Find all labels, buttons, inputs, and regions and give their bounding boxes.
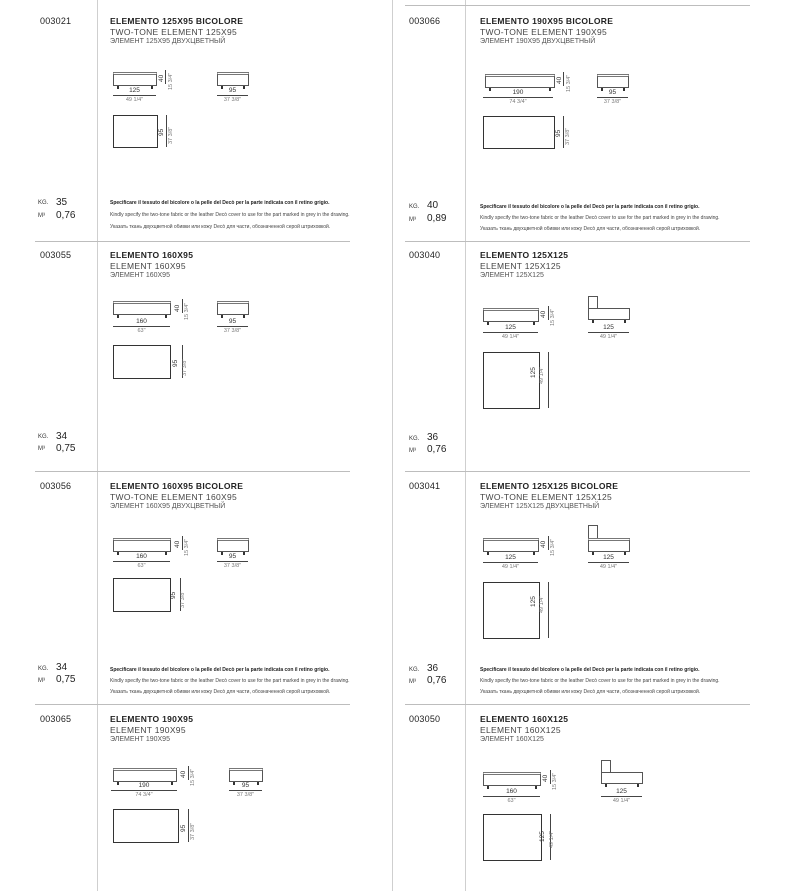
weight-value: 36 <box>427 663 439 674</box>
product-code: 003065 <box>40 714 72 724</box>
depth-dimension-line <box>217 326 248 327</box>
width-inches: 63" <box>137 563 146 569</box>
height-inches: 15 3/4" <box>184 538 190 556</box>
height-dimension-line <box>550 770 551 784</box>
height-cm: 40 <box>174 540 181 548</box>
depth-dimension-line <box>217 561 248 562</box>
volume-value: 0,76 <box>427 675 447 686</box>
title-russian: ЭЛЕМЕНТ 160Х125 <box>480 736 544 743</box>
row-divider-3-left <box>35 704 350 705</box>
title-italian: ELEMENTO 125X125 <box>480 250 569 260</box>
title-english: TWO-TONE ELEMENT 190X95 <box>480 27 608 37</box>
width-cm: 125 <box>505 324 516 331</box>
plan-view-drawing <box>113 115 158 148</box>
side-view-drawing <box>217 72 249 86</box>
width-dimension-line <box>113 95 156 96</box>
row-divider-2-right <box>405 471 750 472</box>
width-dimension-line <box>483 332 538 333</box>
row-divider-1-right <box>405 241 750 242</box>
height-cm: 40 <box>542 774 549 782</box>
width-cm: 160 <box>506 788 517 795</box>
title-russian: ЭЛЕМЕНТ 160Х95 ДВУХЦВЕТНЫЙ <box>110 503 226 510</box>
depth-cm: 95 <box>608 89 617 96</box>
product-block-003050 <box>405 710 785 891</box>
title-english: ELEMENT 160X95 <box>110 261 186 271</box>
width-cm: 190 <box>512 89 524 96</box>
note-italian: Specificare il tessuto del bicolore o la pelle del Decò per la parte indicata con il retino grigio. <box>480 204 700 210</box>
row-divider-2-left <box>35 471 350 472</box>
plan-depth-cm: 95 <box>180 824 187 832</box>
weight-label: KG. <box>409 667 420 673</box>
title-italian: ELEMENTO 190X95 <box>110 714 194 724</box>
weight-label: KG. <box>409 204 420 210</box>
title-russian: ЭЛЕМЕНТ 160Х95 <box>110 272 170 279</box>
depth-cm: 125 <box>603 324 614 331</box>
title-italian: ELEMENTO 190X95 BICOLORE <box>480 16 614 26</box>
product-block-003040 <box>405 246 785 470</box>
height-inches: 15 3/4" <box>190 768 196 786</box>
title-russian: ЭЛЕМЕНТ 125Х95 ДВУХЦВЕТНЫЙ <box>110 38 226 45</box>
width-inches: 49 1/4" <box>501 564 520 570</box>
depth-inches: 37 3/8" <box>223 328 242 334</box>
plan-view-drawing <box>483 116 555 149</box>
weight-value: 40 <box>427 200 439 211</box>
plan-depth-inches: 49 1/4" <box>549 830 555 848</box>
plan-depth-line <box>166 115 167 147</box>
depth-cm: 95 <box>228 553 237 560</box>
front-view-drawing <box>483 538 539 552</box>
plan-depth-inches: 49 1/4" <box>539 366 545 384</box>
column-divider-middle <box>392 0 393 891</box>
weight-value: 34 <box>56 662 68 673</box>
note-italian: Specificare il tessuto del bicolore o la pelle del Decò per la parte indicata con il retino grigio. <box>110 667 330 673</box>
depth-cm: 95 <box>228 87 237 94</box>
height-cm: 40 <box>174 304 181 312</box>
volume-value: 0,89 <box>427 213 447 224</box>
plan-depth-line <box>548 582 549 638</box>
width-dimension-line <box>483 97 553 98</box>
side-view-drawing <box>588 538 630 552</box>
note-russian: Указать ткань двухцветной обивки или кожу Decò для части, обозначенной серой штриховкой. <box>480 226 701 232</box>
width-dimension-line <box>483 796 540 797</box>
height-dimension-line <box>182 299 183 313</box>
front-view-drawing <box>483 772 541 786</box>
height-cm: 40 <box>540 540 547 548</box>
plan-depth-cm: 95 <box>172 359 179 367</box>
plan-depth-inches: 37 3/8" <box>168 126 174 144</box>
width-inches: 49 1/4" <box>125 97 144 103</box>
note-italian: Specificare il tessuto del bicolore o la pelle del Decò per la parte indicata con il retino grigio. <box>480 667 700 673</box>
note-italian: Specificare il tessuto del bicolore o la pelle del Decò per la parte indicata con il retino grigio. <box>110 200 330 206</box>
side-view-drawing <box>217 301 249 315</box>
note-russian: Указать ткань двухцветной обивки или кожу Decò для части, обозначенной серой штриховкой. <box>110 689 331 695</box>
plan-view-drawing <box>483 814 542 861</box>
plan-depth-cm: 125 <box>530 367 537 378</box>
height-dimension-line <box>563 72 564 86</box>
note-english: Kindly specify the two-tone fabric or the leather Decò cover to use for the part marked in grey in the drawing. <box>480 678 720 684</box>
volume-label: M³ <box>38 213 45 219</box>
depth-inches: 37 3/8" <box>223 97 242 103</box>
note-russian: Указать ткань двухцветной обивки или кожу Decò для части, обозначенной серой штриховкой. <box>110 224 331 230</box>
title-english: ELEMENT 190X95 <box>110 725 186 735</box>
title-english: ELEMENT 160X125 <box>480 725 561 735</box>
weight-label: KG. <box>409 436 420 442</box>
width-cm: 125 <box>505 554 516 561</box>
volume-value: 0,75 <box>56 443 76 454</box>
width-cm: 125 <box>129 87 140 94</box>
plan-view-drawing <box>113 578 171 612</box>
product-block-003065 <box>0 710 392 891</box>
depth-inches: 37 3/8" <box>236 792 255 798</box>
plan-depth-line <box>188 809 189 842</box>
note-english: Kindly specify the two-tone fabric or the leather Decò cover to use for the part marked in grey in the drawing. <box>480 215 720 221</box>
title-russian: ЭЛЕМЕНТ 190Х95 ДВУХЦВЕТНЫЙ <box>480 38 596 45</box>
product-code: 003041 <box>409 481 441 491</box>
volume-value: 0,76 <box>56 210 76 221</box>
width-cm: 160 <box>136 318 147 325</box>
title-italian: ELEMENTO 160X125 <box>480 714 569 724</box>
product-block-003056 <box>0 477 392 703</box>
plan-depth-inches: 37 3/8" <box>180 590 186 608</box>
depth-inches: 49 1/4" <box>599 334 618 340</box>
depth-dimension-line <box>597 97 628 98</box>
plan-view-drawing <box>113 809 179 843</box>
height-cm: 40 <box>180 770 187 778</box>
height-dimension-line <box>182 536 183 550</box>
height-inches: 15 3/4" <box>566 74 572 92</box>
front-view-drawing <box>113 538 171 552</box>
plan-depth-cm: 95 <box>158 128 165 136</box>
height-inches: 15 3/4" <box>168 72 174 90</box>
depth-dimension-line <box>588 332 629 333</box>
title-english: ELEMENT 125X125 <box>480 261 561 271</box>
width-inches: 49 1/4" <box>501 334 520 340</box>
plan-depth-inches: 37 3/8" <box>190 822 196 840</box>
volume-label: M³ <box>409 217 416 223</box>
weight-label: KG. <box>38 434 49 440</box>
side-view-drawing <box>229 768 263 782</box>
title-english: TWO-TONE ELEMENT 160X95 <box>110 492 238 502</box>
depth-inches: 49 1/4" <box>599 564 618 570</box>
front-view-drawing <box>113 72 157 86</box>
weight-value: 36 <box>427 432 439 443</box>
depth-cm: 125 <box>603 554 614 561</box>
height-cm: 40 <box>158 74 165 82</box>
product-code: 003066 <box>409 16 441 26</box>
height-inches: 15 3/4" <box>552 772 558 790</box>
depth-inches: 37 3/8" <box>603 99 622 105</box>
title-russian: ЭЛЕМЕНТ 125Х125 ДВУХЦВЕТНЫЙ <box>480 503 600 510</box>
volume-value: 0,75 <box>56 674 76 685</box>
height-dimension-line <box>188 766 189 780</box>
depth-cm: 95 <box>241 782 250 789</box>
volume-label: M³ <box>38 678 45 684</box>
product-code: 003040 <box>409 250 441 260</box>
depth-dimension-line <box>229 790 262 791</box>
weight-value: 35 <box>56 197 68 208</box>
plan-view-drawing <box>113 345 171 379</box>
weight-label: KG. <box>38 666 49 672</box>
width-dimension-line <box>113 326 170 327</box>
title-russian: ЭЛЕМЕНТ 125Х125 <box>480 272 544 279</box>
top-rule-right <box>405 5 750 6</box>
width-cm: 190 <box>138 782 150 789</box>
height-dimension-line <box>548 306 549 320</box>
product-code: 003050 <box>409 714 441 724</box>
plan-view-drawing <box>483 582 540 639</box>
depth-inches: 37 3/8" <box>223 563 242 569</box>
title-italian: ELEMENTO 160X95 <box>110 250 194 260</box>
plan-depth-inches: 37 3/8" <box>182 358 188 376</box>
title-english: TWO-TONE ELEMENT 125X125 <box>480 492 613 502</box>
width-cm: 160 <box>136 553 147 560</box>
front-view-drawing <box>483 308 539 322</box>
note-english: Kindly specify the two-tone fabric or the leather Decò cover to use for the part marked in grey in the drawing. <box>110 212 350 218</box>
plan-depth-inches: 37 3/8" <box>565 127 571 145</box>
height-cm: 40 <box>556 76 563 84</box>
product-code: 003056 <box>40 481 72 491</box>
volume-label: M³ <box>409 448 416 454</box>
note-russian: Указать ткань двухцветной обивки или кожу Decò для части, обозначенной серой штриховкой. <box>480 689 701 695</box>
volume-label: M³ <box>409 679 416 685</box>
title-italian: ELEMENTO 160X95 BICOLORE <box>110 481 244 491</box>
side-view-drawing <box>601 772 643 784</box>
row-divider-3-right <box>405 704 750 705</box>
depth-dimension-line <box>217 95 248 96</box>
plan-view-drawing <box>483 352 540 409</box>
plan-depth-cm: 95 <box>555 129 562 137</box>
volume-value: 0,76 <box>427 444 447 455</box>
plan-depth-cm: 125 <box>539 831 546 842</box>
title-italian: ELEMENTO 125X95 BICOLORE <box>110 16 244 26</box>
product-code: 003055 <box>40 250 72 260</box>
title-russian: ЭЛЕМЕНТ 190Х95 <box>110 736 170 743</box>
width-inches: 63" <box>137 328 146 334</box>
width-dimension-line <box>113 561 170 562</box>
plan-depth-inches: 49 1/4" <box>539 595 545 613</box>
product-block-003066 <box>405 12 785 240</box>
front-view-drawing <box>113 768 177 782</box>
weight-label: KG. <box>38 200 49 206</box>
title-italian: ELEMENTO 125X125 BICOLORE <box>480 481 619 491</box>
height-dimension-line <box>548 536 549 550</box>
depth-dimension-line <box>601 796 642 797</box>
height-inches: 15 3/4" <box>550 308 556 326</box>
product-block-003041 <box>405 477 785 703</box>
side-view-drawing <box>217 538 249 552</box>
plan-depth-line <box>563 116 564 148</box>
row-divider-1-left <box>35 241 350 242</box>
side-view-drawing <box>597 74 629 88</box>
width-inches: 63" <box>507 798 516 804</box>
front-view-drawing <box>113 301 171 315</box>
width-dimension-line <box>111 790 177 791</box>
note-english: Kindly specify the two-tone fabric or the leather Decò cover to use for the part marked in grey in the drawing. <box>110 678 350 684</box>
volume-label: M³ <box>38 446 45 452</box>
front-view-drawing <box>485 74 555 88</box>
depth-cm: 95 <box>228 318 237 325</box>
height-dimension-line <box>165 70 166 84</box>
width-inches: 74 3/4" <box>509 99 527 105</box>
depth-inches: 49 1/4" <box>612 798 631 804</box>
product-code: 003021 <box>40 16 72 26</box>
height-cm: 40 <box>540 310 547 318</box>
product-block-003055 <box>0 246 392 470</box>
plan-depth-line <box>548 352 549 408</box>
product-block-003021 <box>0 12 392 240</box>
weight-value: 34 <box>56 431 68 442</box>
width-inches: 74 3/4" <box>135 792 153 798</box>
width-dimension-line <box>483 562 538 563</box>
height-inches: 15 3/4" <box>184 302 190 320</box>
depth-dimension-line <box>588 562 629 563</box>
plan-depth-cm: 95 <box>170 591 177 599</box>
title-english: TWO-TONE ELEMENT 125X95 <box>110 27 238 37</box>
depth-cm: 125 <box>616 788 627 795</box>
side-view-drawing <box>588 308 630 320</box>
height-inches: 15 3/4" <box>550 538 556 556</box>
plan-depth-cm: 125 <box>530 596 537 607</box>
